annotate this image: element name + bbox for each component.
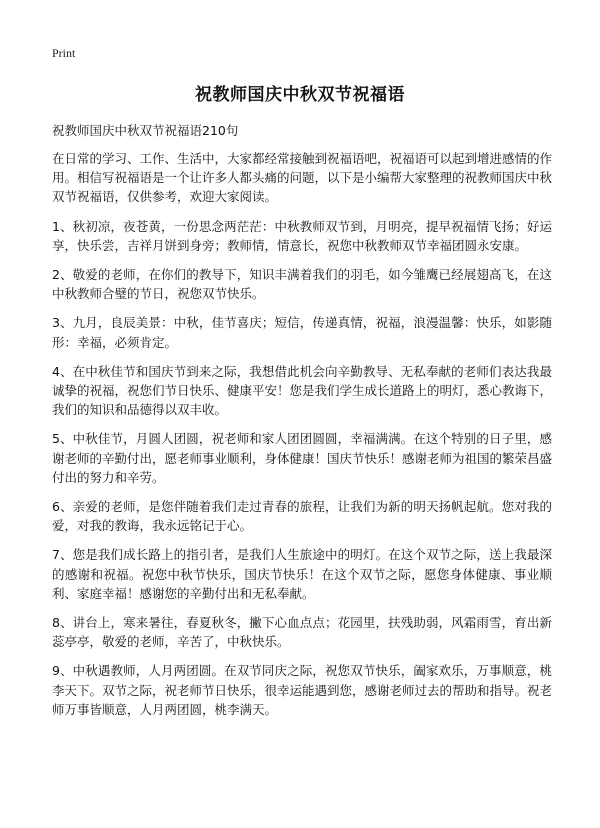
greeting-paragraph-4: 4、在中秋佳节和国庆节到来之际，我想借此机会向辛勤教导、无私奉献的老师们表达我最诚挚的祝福，祝您们节日快乐、健康平安！您是我们学生成长道路上的明灯，悉心教诲下，我们的知识和品德得以双丰收。 (52, 363, 553, 418)
print-link[interactable]: Print (52, 46, 76, 60)
greeting-paragraph-7: 7、您是我们成长路上的指引者，是我们人生旅途中的明灯。在这个双节之际，送上我最深的感谢和祝福。祝您中秋节快乐，国庆节快乐！在这个双节之际，愿您身体健康、事业顺利、家庭幸福！感谢您的辛勤付出和无私奉献。 (52, 547, 552, 601)
greeting-paragraph-5: 5、中秋佳节，月圆人团圆，祝老师和家人团团圆圆，幸福满满。在这个特别的日子里，感谢老师的辛勤付出，愿老师事业顺利，身体健康！国庆节快乐！感谢老师为祖国的繁荣昌盛付出的努力和辛劳。 (52, 431, 553, 485)
greeting-paragraph-9: 9、中秋遇教师，人月两团圆。在双节同庆之际，祝您双节快乐，阖家欢乐，万事顺意，桃李天下。双节之际，祝老师节日快乐，很幸运能遇到您，感谢老师过去的帮助和指导。祝老师万事皆顺意，人月两团圆，桃李满天。 (52, 663, 553, 717)
page-title: 祝教师国庆中秋双节祝福语 (195, 85, 405, 105)
greeting-paragraph-3: 3、九月，良辰美景：中秋，佳节喜庆；短信，传递真情，祝福，浪漫温馨：快乐，如影随形：幸福，必须肯定。 (52, 315, 552, 350)
intro-paragraph: 在日常的学习、工作、生活中，大家都经常接触到祝福语吧，祝福语可以起到增进感情的作用。相信写祝福语是一个让许多人都头痛的问题，以下是小编帮大家整理的祝教师国庆中秋双节祝福语，仅供参考，欢迎大家阅读。 (52, 151, 553, 205)
greeting-paragraph-2: 2、敬爱的老师，在你们的教导下，知识丰满着我们的羽毛，如今雏鹰已经展翅高飞，在这中秋教师合璧的节日，祝您双节快乐。 (52, 267, 552, 302)
greeting-paragraph-8: 8、讲台上，寒来暑往，春夏秋冬，撇下心血点点；花园里，扶残助弱，风霜雨雪，育出新蕊亭亭，敬爱的老师，辛苦了，中秋快乐。 (52, 615, 552, 650)
greeting-paragraph-6: 6、亲爱的老师，是您伴随着我们走过青春的旅程，让我们为新的明天扬帆起航。您对我的爱，对我的教诲，我永远铭记于心。 (52, 499, 552, 534)
greeting-paragraph-1: 1、秋初凉，夜苍黄，一份思念两茫茫：中秋教师双节到，月明亮，提早祝福情飞扬；好运享，快乐尝，吉祥月饼到身旁；教师情，情意长，祝您中秋教师双节幸福团圆永安康。 (52, 218, 552, 253)
article-subtitle: 祝教师国庆中秋双节祝福语210句 (52, 123, 239, 138)
article-body (52, 149, 552, 729)
